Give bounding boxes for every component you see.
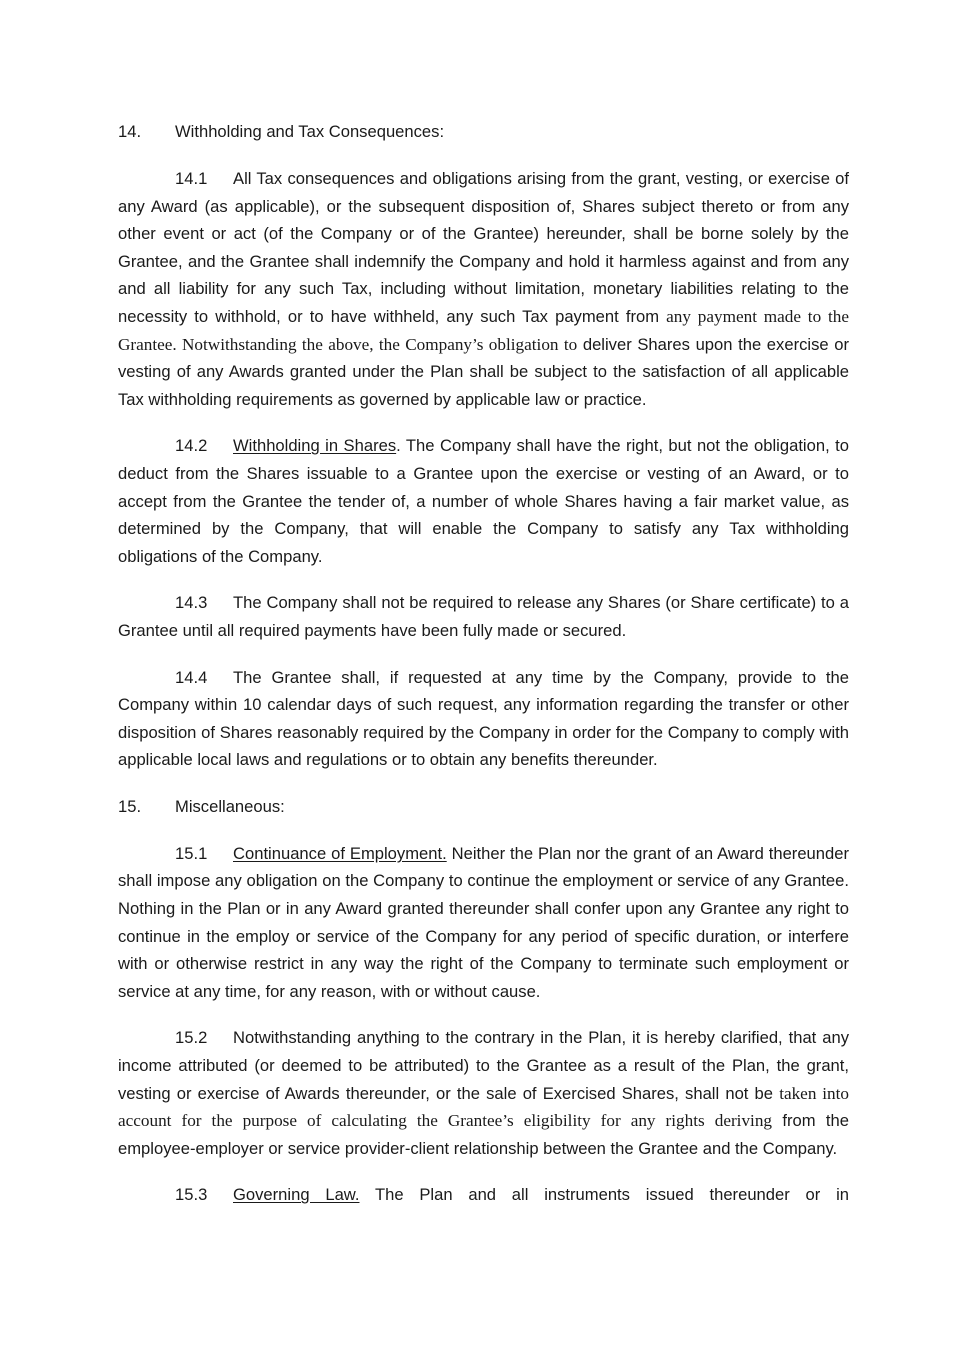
- paragraph-text-serif: taken into account for the purpose of calculating the Grantee’s eligibility for any rights deriving: [118, 1083, 849, 1131]
- paragraph-14-3: [118, 589, 849, 644]
- paragraph-number: 15.3: [175, 1185, 208, 1205]
- paragraph-number: 15.2: [175, 1028, 208, 1048]
- paragraph-15-2: [118, 1024, 849, 1162]
- paragraph-number: 14.3: [175, 593, 208, 613]
- paragraph-text: The Grantee shall, if requested at any time by the Company, provide to the Company within 10 calendar days of such request, any information regarding the transfer or other disposition of Shares reasonably required by the Company in order for the Company to comply with applicable local laws and regulations or to obtain any benefits thereunder.: [118, 667, 849, 770]
- document-page: [118, 118, 849, 1228]
- section-heading-14: [118, 118, 849, 146]
- paragraph-number: 14.4: [175, 667, 208, 687]
- paragraph-number: 14.2: [175, 436, 208, 456]
- paragraph-15-3: [118, 1181, 849, 1209]
- paragraph-text: . The Company shall have the right, but not the obligation, to deduct from the Shares issuable to a Grantee upon the exercise or vesting of an Award, or to accept from the Grantee the tender of, a number of whole Shares having a fair market value, as determined by the Company, that will enable the Company to satisfy any Tax withholding obligations of the Company.: [118, 436, 849, 566]
- paragraph-text: The Plan and all instruments issued thereunder or in: [359, 1185, 849, 1205]
- paragraph-heading: Governing Law.: [233, 1185, 360, 1205]
- section-number: 15.: [118, 796, 142, 816]
- paragraph-text-serif: any payment made to the Grantee. Notwithstanding the above, the Company’s obligation to: [118, 306, 849, 354]
- section-title: Miscellaneous:: [175, 796, 285, 816]
- paragraph-heading: Continuance of Employment.: [233, 843, 447, 863]
- paragraph-text: deliver Shares upon the exercise or vesting of any Awards granted under the Plan shall be subject to the satisfaction of all applicable Tax withholding requirements as governed by applicable law or practice.: [118, 334, 849, 409]
- section-heading-15: [118, 793, 849, 821]
- paragraph-text: Notwithstanding anything to the contrary in the Plan, it is hereby clarified, that any income attributed (or deemed to be attributed) to the Grantee as a result of the Plan, the grant, vesting or exercise of Awards thereunder, or the sale of Exercised Shares, shall not be: [118, 1028, 849, 1103]
- paragraph-14-1: [118, 165, 849, 413]
- paragraph-14-4: [118, 664, 849, 774]
- paragraph-heading: Withholding in Shares: [233, 436, 397, 456]
- paragraph-14-2: [118, 432, 849, 570]
- paragraph-number: 14.1: [175, 169, 208, 188]
- section-title: Withholding and Tax Consequences:: [175, 122, 445, 141]
- paragraph-text: from the employee-employer or service provider-client relationship between the Grantee and the Company.: [118, 1111, 849, 1158]
- section-number: 14.: [118, 122, 142, 141]
- paragraph-text: The Company shall not be required to release any Shares (or Share certificate) to a Grantee until all required payments have been fully made or secured.: [118, 593, 849, 640]
- paragraph-number: 15.1: [175, 843, 208, 863]
- paragraph-text: Neither the Plan nor the grant of an Award thereunder shall impose any obligation on the Company to continue the employment or service of any Grantee. Nothing in the Plan or in any Award granted thereunder shall confer upon any Grantee any right to continue in the employ or service of the Company for any period of specific duration, or interfere with or otherwise restrict in any way the right of the Company to terminate such employment or service at any time, for any reason, with or without cause.: [118, 843, 849, 1001]
- paragraph-15-1: [118, 840, 849, 1006]
- paragraph-text: All Tax consequences and obligations arising from the grant, vesting, or exercise of any Award (as applicable), or the subsequent disposition of, Shares subject thereto or from any other event or act (of the Company or of the Grantee) hereunder, shall be borne solely by the Grantee, and the Grantee shall indemnify the Company and hold it harmless against and from any and all liability for any such Tax, including without limitation, monetary liabilities relating to the necessity to withhold, or to have withheld, any such Tax payment from: [118, 169, 849, 326]
